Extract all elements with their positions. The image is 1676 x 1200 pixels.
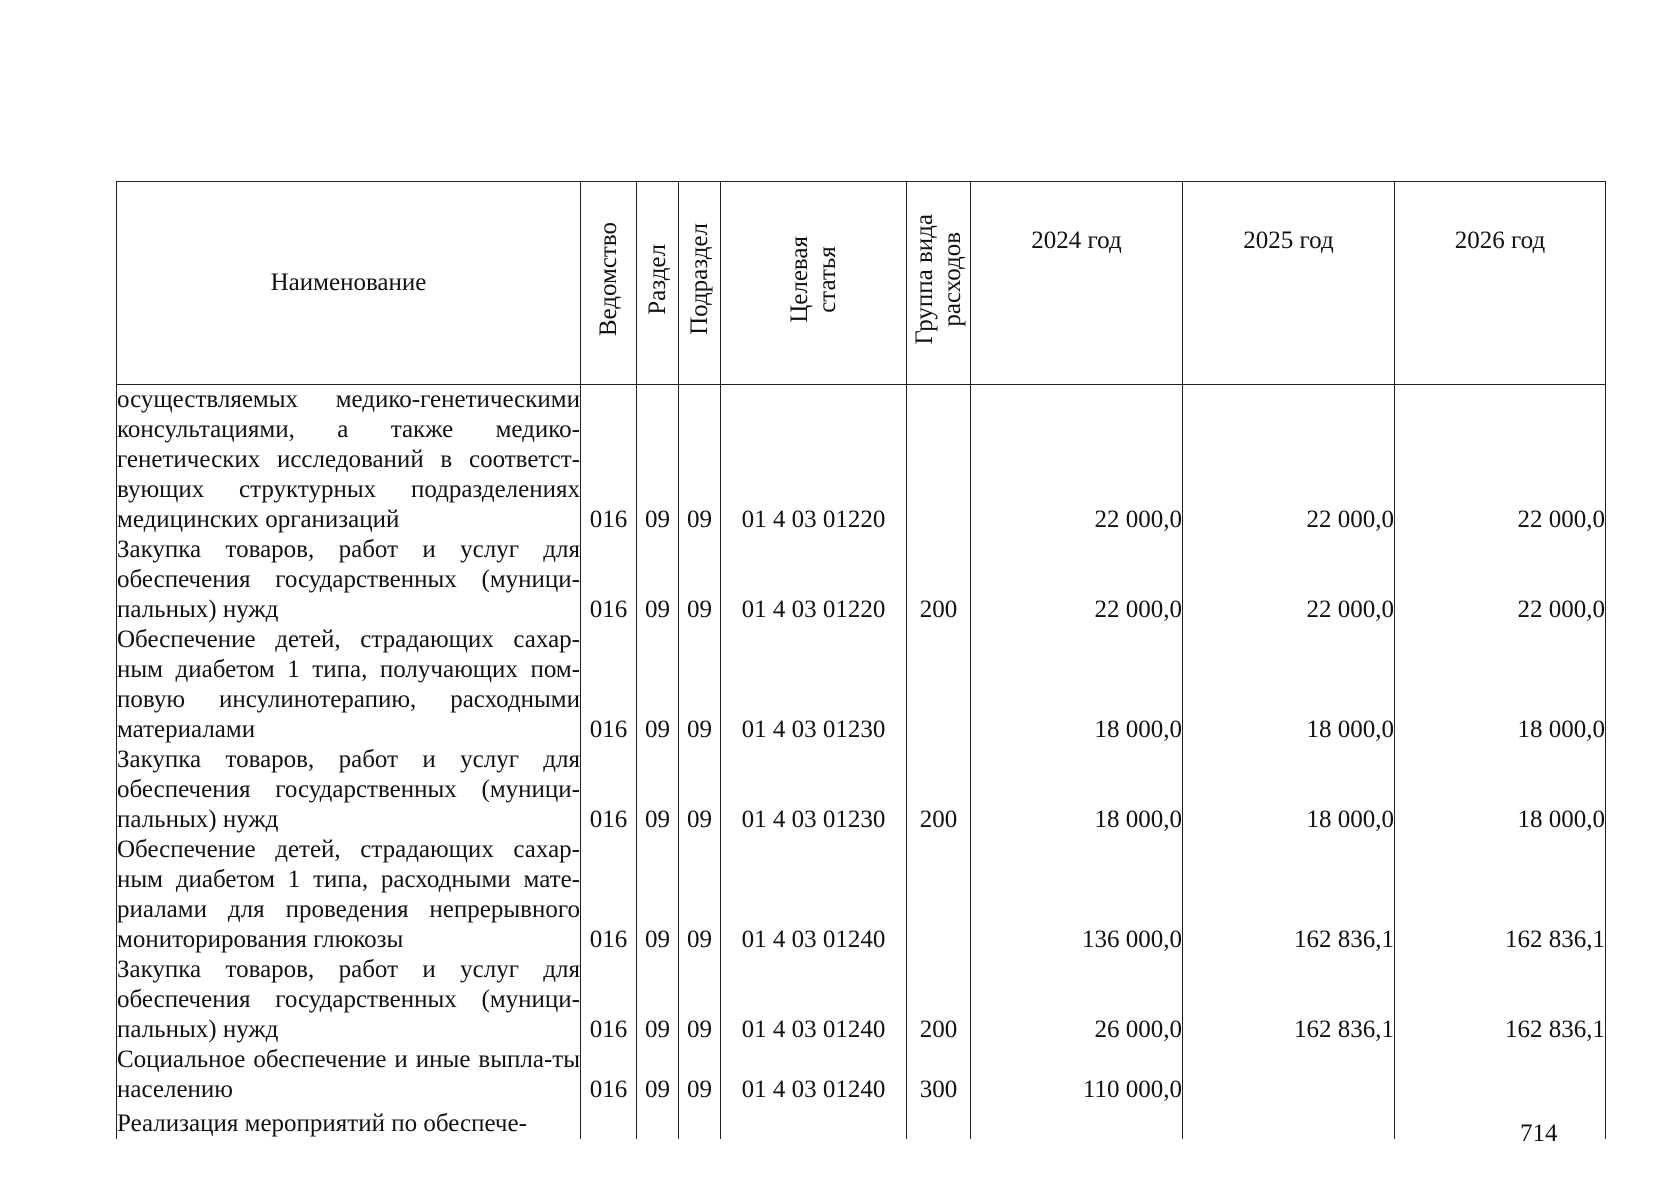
header-2025: 2025 год: [1183, 182, 1395, 385]
row-2026: 22 000,0: [1395, 385, 1606, 536]
page-number: 714: [1520, 1120, 1558, 1147]
row-group: 200: [907, 745, 971, 835]
table-row: [117, 745, 1606, 835]
row-group: [907, 385, 971, 536]
header-target: Целевая статья: [721, 182, 907, 385]
header-vedomstvo: Ведомство: [581, 182, 637, 385]
row-name: Реализация мероприятий по обеспече-: [117, 1105, 581, 1139]
row-vedomstvo: 016: [581, 625, 637, 745]
row-2026: [1395, 1105, 1606, 1139]
row-2024: 18 000,0: [971, 745, 1183, 835]
row-razdel: 09: [637, 745, 679, 835]
row-group: [907, 1105, 971, 1139]
row-2024: 22 000,0: [971, 385, 1183, 536]
row-group: [907, 835, 971, 955]
row-vedomstvo: 016: [581, 385, 637, 536]
table-row: [117, 535, 1606, 625]
row-podrazdel: [679, 1105, 721, 1139]
row-target: 01 4 03 01230: [721, 745, 907, 835]
row-podrazdel: 09: [679, 745, 721, 835]
row-2026: [1395, 1045, 1606, 1105]
row-2024: [971, 1105, 1183, 1139]
row-podrazdel: 09: [679, 1045, 721, 1105]
table-row: [117, 835, 1606, 955]
budget-table: [116, 181, 1606, 1139]
row-2026: 22 000,0: [1395, 535, 1606, 625]
header-group: Группа вида расходов: [907, 182, 971, 385]
row-vedomstvo: 016: [581, 955, 637, 1045]
row-2025: 22 000,0: [1183, 385, 1395, 536]
row-name: осуществляемых медико-генетическими консультациями, а также медико-генетических исследований в соответст-вующих структурных подразделениях медицинских организаций: [117, 386, 580, 533]
row-razdel: 09: [637, 955, 679, 1045]
row-target: 01 4 03 01230: [721, 625, 907, 745]
row-razdel: 09: [637, 625, 679, 745]
row-2024: 136 000,0: [971, 835, 1183, 955]
row-razdel: 09: [637, 385, 679, 536]
row-2025: 18 000,0: [1183, 745, 1395, 835]
row-vedomstvo: 016: [581, 745, 637, 835]
row-razdel: 09: [637, 835, 679, 955]
row-group: 200: [907, 535, 971, 625]
row-2026: 162 836,1: [1395, 835, 1606, 955]
row-name: Обеспечение детей, страдающих сахар-ным диабетом 1 типа, расходными мате-риалами для проведения непрерывного мониторирования глюкозы: [117, 836, 580, 953]
row-vedomstvo: 016: [581, 535, 637, 625]
row-vedomstvo: [581, 1105, 637, 1139]
header-razdel: Раздел: [637, 182, 679, 385]
row-name: Закупка товаров, работ и услуг для обеспечения государственных (муници-пальных) нужд: [117, 956, 580, 1043]
row-name: Обеспечение детей, страдающих сахар-ным диабетом 1 типа, получающих пом-повую инсулинотерапию, расходными материалами: [117, 626, 580, 743]
row-target: 01 4 03 01220: [721, 535, 907, 625]
row-group: 300: [907, 1045, 971, 1105]
row-2025: 22 000,0: [1183, 535, 1395, 625]
row-podrazdel: 09: [679, 955, 721, 1045]
row-name: Социальное обеспечение и иные выпла-ты населению: [117, 1046, 580, 1103]
row-2024: 22 000,0: [971, 535, 1183, 625]
header-name: Наименование: [117, 182, 581, 385]
row-razdel: 09: [637, 1045, 679, 1105]
row-podrazdel: 09: [679, 385, 721, 536]
row-target: [721, 1105, 907, 1139]
row-2026: 162 836,1: [1395, 955, 1606, 1045]
row-podrazdel: 09: [679, 835, 721, 955]
row-target: 01 4 03 01220: [721, 385, 907, 536]
row-target: 01 4 03 01240: [721, 955, 907, 1045]
row-target: 01 4 03 01240: [721, 835, 907, 955]
table-header-row: [117, 182, 1606, 385]
table-row: [117, 955, 1606, 1045]
row-group: 200: [907, 955, 971, 1045]
header-2026: 2026 год: [1395, 182, 1606, 385]
row-2025: [1183, 1105, 1395, 1139]
row-name: Закупка товаров, работ и услуг для обеспечения государственных (муници-пальных) нужд: [117, 746, 580, 833]
header-2024: 2024 год: [971, 182, 1183, 385]
row-2025: 162 836,1: [1183, 955, 1395, 1045]
row-name: Закупка товаров, работ и услуг для обеспечения государственных (муници-пальных) нужд: [117, 536, 580, 623]
row-vedomstvo: 016: [581, 835, 637, 955]
row-razdel: [637, 1105, 679, 1139]
row-2025: 18 000,0: [1183, 625, 1395, 745]
table-row: [117, 625, 1606, 745]
row-group: [907, 625, 971, 745]
row-2026: 18 000,0: [1395, 745, 1606, 835]
row-2024: 18 000,0: [971, 625, 1183, 745]
row-2025: [1183, 1045, 1395, 1105]
row-2024: 26 000,0: [971, 955, 1183, 1045]
row-2025: 162 836,1: [1183, 835, 1395, 955]
row-2026: 18 000,0: [1395, 625, 1606, 745]
row-podrazdel: 09: [679, 535, 721, 625]
row-vedomstvo: 016: [581, 1045, 637, 1105]
header-podrazdel: Подраздел: [679, 182, 721, 385]
table-row-continuation: [117, 1105, 1606, 1139]
row-razdel: 09: [637, 535, 679, 625]
row-2024: 110 000,0: [971, 1045, 1183, 1105]
row-podrazdel: 09: [679, 625, 721, 745]
table-row: [117, 1045, 1606, 1105]
row-target: 01 4 03 01240: [721, 1045, 907, 1105]
table-row: [117, 385, 1606, 536]
